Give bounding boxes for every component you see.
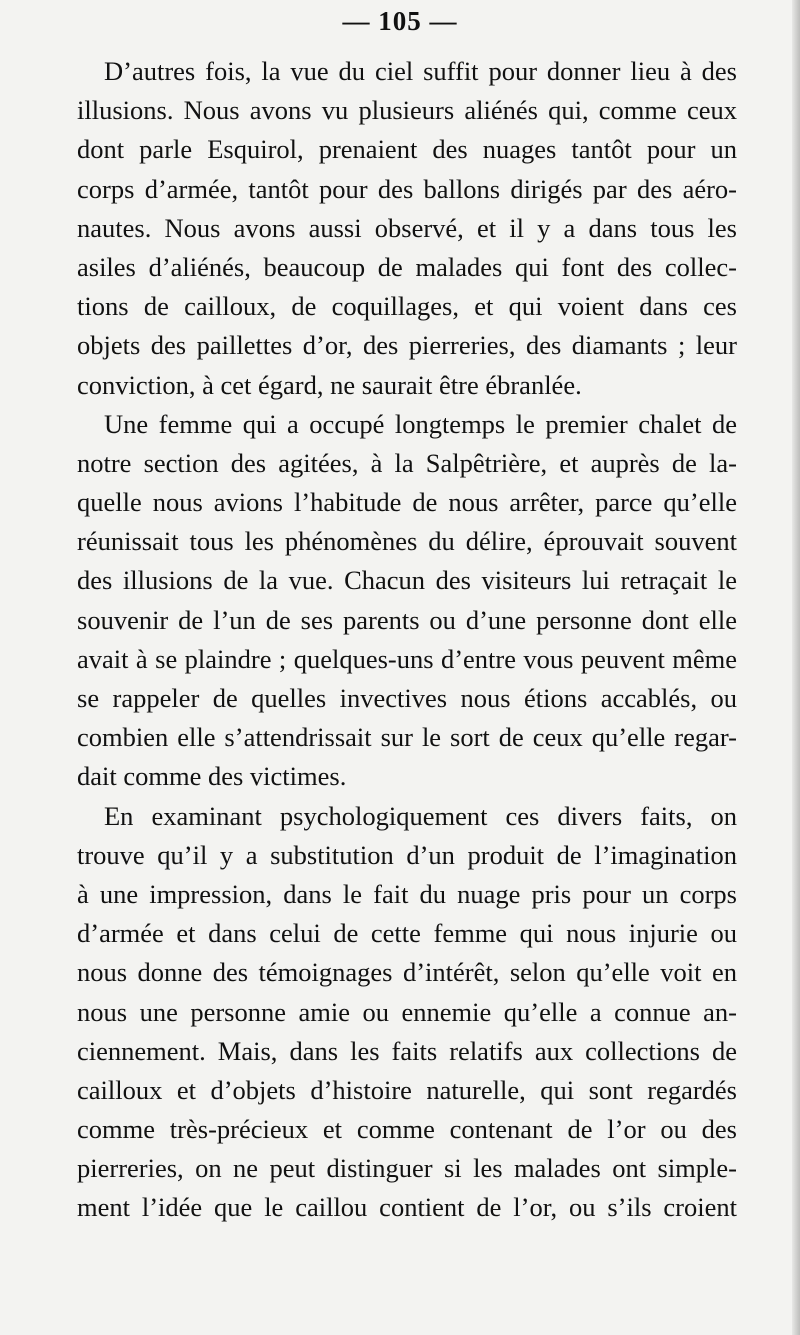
text-line: quelle nous avions l’habitude de nous arrêter, parce qu’elle — [77, 487, 737, 518]
text-line: dont parle Esquirol, prenaient des nuages tantôt pour un — [77, 134, 737, 165]
text-line: illusions. Nous avons vu plusieurs aliénés qui, comme ceux — [77, 95, 737, 126]
text-line: nautes. Nous avons aussi observé, et il y a dans tous les — [77, 212, 737, 243]
body-text — [77, 52, 737, 1228]
text-line: asiles d’aliénés, beaucoup de malades qui font des collec- — [77, 251, 737, 282]
text-line: des illusions de la vue. Chacun des visiteurs lui retraçait le — [77, 565, 737, 596]
text-line: à une impression, dans le fait du nuage pris pour un corps — [77, 878, 737, 909]
text-line: tions de cailloux, de coquillages, et qui voient dans ces — [77, 291, 737, 322]
text-line: nous donne des témoignages d’intérêt, selon qu’elle voit en — [77, 957, 737, 988]
paragraph — [77, 52, 737, 405]
text-line: nous une personne amie ou ennemie qu’elle a connue an- — [77, 996, 737, 1027]
text-line: se rappeler de quelles invectives nous étions accablés, ou — [77, 683, 737, 713]
paragraph — [77, 797, 737, 1228]
text-line: cailloux et d’objets d’histoire naturelle, qui sont regardés — [77, 1074, 737, 1105]
text-line: réunissait tous les phénomènes du délire, éprouvait souvent — [77, 526, 737, 557]
text-line: notre section des agitées, à la Salpêtrière, et auprès de la- — [77, 447, 737, 478]
text-line: souvenir de l’un de ses parents ou d’une personne dont elle — [77, 604, 737, 635]
text-line: ment l’idée que le caillou contient de l’or, ou s’ils croient — [77, 1192, 737, 1223]
text-line: combien elle s’attendrissait sur le sort de ceux qu’elle regar- — [77, 722, 737, 753]
text-line: objets des paillettes d’or, des pierreries, des diamants ; leur — [77, 330, 737, 361]
text-line: dait comme des victimes. — [77, 761, 347, 792]
text-line: Une femme qui a occupé longtemps le premier chalet de — [104, 408, 737, 439]
text-line: En examinant psychologiquement ces divers faits, on — [104, 800, 737, 831]
text-line: comme très-précieux et comme contenant de l’or ou des — [77, 1114, 737, 1145]
page-edge-shadow — [792, 0, 800, 1335]
text-line: d’armée et dans celui de cette femme qui nous injurie ou — [77, 918, 737, 949]
text-line: avait à se plaindre ; quelques-uns d’entre vous peuvent même — [77, 643, 737, 674]
text-line: corps d’armée, tantôt pour des ballons dirigés par des aéro- — [77, 173, 737, 204]
text-line: D’autres fois, la vue du ciel suffit pour donner lieu à des — [104, 56, 737, 86]
page-number: — 105 — — [342, 6, 458, 36]
text-line: conviction, à cet égard, ne saurait être ébranlée. — [77, 369, 582, 400]
text-line: ciennement. Mais, dans les faits relatifs aux collections de — [77, 1035, 737, 1066]
paragraph — [77, 405, 737, 797]
text-line: pierreries, on ne peut distinguer si les malades ont simple- — [77, 1153, 737, 1184]
text-line: trouve qu’il y a substitution d’un produit de l’imagination — [77, 839, 737, 870]
